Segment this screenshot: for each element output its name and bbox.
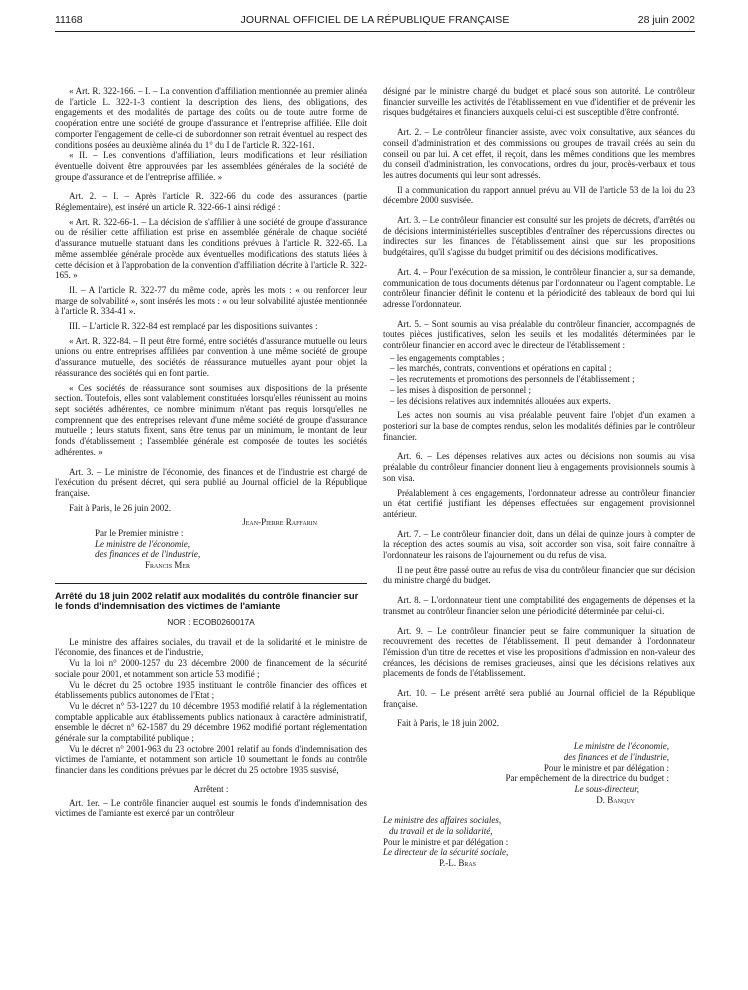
paragraph: Le ministre des affaires sociales, du travail et de la solidarité et le ministre de l'économie, des finances et de l'industrie, <box>55 636 367 658</box>
article-8: Art. 8. – L'ordonnateur tient une comptabilité des engagements de dépenses et la transmet au contrôleur financier selon une périodicité déterminée par celui-ci. <box>383 595 695 616</box>
list-item: – les marchés, contrats, conventions et opérations en capital ; <box>390 363 612 374</box>
paragraph: II. – A l'article R. 322-77 du même code, après les mots : « ou renforcer leur marge de solvabilité », sont insérés les mots : « ou leur solvabilité ajustée mentionnée à l'article R. 334-41 ». <box>55 284 367 317</box>
done-at: Fait à Paris, le 18 juin 2002. <box>397 718 500 729</box>
paragraph: Les actes non soumis au visa préalable peuvent faire l'objet d'un examen a posteriori sur la base de comptes rendus, selon les modalités définies par le contrôleur financier. <box>383 410 695 442</box>
signature-line: Pour le ministre et par délégation : <box>383 836 509 847</box>
signature-block-economy <box>383 741 695 805</box>
article-5: Art. 5. – Sont soumis au visa préalable du contrôleur financier, accompagnés de toutes pièces justificatives, selon les seuils et les modalités déterminées par le contrôleur financier en accord avec le directeur de l'établissement : <box>383 318 695 351</box>
paragraph: Il ne peut être passé outre au refus de visa du contrôleur financier que sur décision du ministre chargé du budget. <box>383 564 695 586</box>
arrete-title: Arrêté du 18 juin 2002 relatif aux modalités du contrôle financier sur le fonds d'indemnisation des victimes de l'amiante <box>55 583 367 612</box>
paragraph: « Art. R. 322-66-1. – La décision de s'affilier à une société de groupe d'assurance ou de résilier cette affiliation est prise en assemblée générale de chaque société d'assurance mutuelle statuant dans les conditions prévues à l'article R. 322-65. La même assemblée générale procède aux éventuelles modifications des statuts liées à cette décision et à l'approbation de la convention d'affiliation décrite à l'article R. 322-165. » <box>55 216 367 281</box>
page-number: 11168 <box>55 14 83 26</box>
page-header <box>55 12 695 30</box>
paragraph: « Art. R. 322-166. – I. – La convention d'affiliation mentionnée au premier alinéa de l'article L. 322-1-3 contient la description des liens, des obligations, des engagements et des modalités de partage des coûts ou de toute autre forme de coopération entre une société de groupe d'assurance et l'entreprise affiliée. Elle doit comporter l'engagement de celle-ci de subordonner son retrait éventuel au respect des conditions posées au deuxième alinéa du 1° du I de l'article R. 322-161. <box>55 86 367 150</box>
article-4: Art. 4. – Pour l'exécution de sa mission, le contrôleur financier a, sur sa demande, communication de tous documents détenus par l'ordonnateur ou l'agent comptable. Le contrôleur financier définit le contenu et la périodicité des tableaux de bord qui lui adresse l'ordonnateur. <box>383 266 695 309</box>
signature-line: Le ministre des affaires sociales, <box>383 815 502 826</box>
signature-pm: Jean-Pierre Raffarin <box>242 517 317 528</box>
list-item: – les recrutements et promotions des personnels de l'établissement ; <box>390 374 635 385</box>
right-column <box>383 86 695 869</box>
signature-line: Par empêchement de la directrice du budget : <box>505 773 669 784</box>
article-6: Art. 6. – Les dépenses relatives aux actes ou décisions non soumis au visa préalable du contrôleur financier donnent lieu à engagements provisionnels soumis à son visa. <box>383 451 695 483</box>
signature-name: P.-L. Bras <box>439 858 477 869</box>
list-item: – les engagements comptables ; <box>390 352 505 363</box>
list-item: – les décisions relatives aux indemnités allouées aux experts. <box>390 395 611 406</box>
paragraph: désigné par le ministre chargé du budget et placé sous son autorité. Le contrôleur financier surveille les activités de l'établissement en vue d'identifier et de prévenir les risques budgétaires et financiers auxquels celui-ci est susceptible d'être confronté. <box>383 86 695 118</box>
paragraph: Vu la loi n° 2000-1257 du 23 décembre 2000 de financement de la sécurité sociale pour 2001, et notamment son article 53 modifié ; <box>55 658 367 679</box>
signature-line: Le ministre de l'économie, <box>573 741 669 752</box>
signature-line: Pour le ministre et par délégation : <box>543 762 669 773</box>
article-3: Art. 3. – Le ministre de l'économie, des finances et de l'industrie est chargé de l'exécution du présent décret, qui sera publié au Journal officiel de la République française. <box>55 466 367 498</box>
header-rule <box>55 31 695 32</box>
issue-date: 28 juin 2002 <box>637 14 695 26</box>
paragraph: Vu le décret n° 2001-963 du 23 octobre 2001 relatif au fonds d'indemnisation des victimes de l'amiante, et notamment son article 10 soumettant le fonds au contrôle financier dans les conditions prévues par le décret du 25 octobre 1935 susvisé, <box>55 743 367 776</box>
done-at: Fait à Paris, le 26 juin 2002. <box>69 502 172 513</box>
list-item: – les mises à disposition de personnel ; <box>390 384 531 395</box>
signature-line: des finances et de l'industrie, <box>563 751 669 762</box>
signature-line: du travail et de la solidarité, <box>389 826 493 837</box>
paragraph: Il a communication du rapport annuel prévu au VII de l'article 53 de la loi du 23 décembre 2000 susvisée. <box>383 184 695 206</box>
paragraph: « Ces sociétés de réassurance sont soumises aux dispositions de la présente section. Toutefois, elles sont valablement constituées lorsqu'elles réunissent au moins sept sociétés adhérentes, ce nombre minimum n'étant pas requis lorsqu'elles ne comprennent que des entreprises relevant d'une même société de groupe d'assurance mutuelle ; leurs statuts fixent, sans être tenus par un minimum, le montant de leur fonds d'établissement ; l'assemblée générale est composée de toutes les sociétés adhérentes. » <box>55 382 367 457</box>
signature-name: D. Banquy <box>596 794 635 805</box>
article-10: Art. 10. – Le présent arrêté sera publié au Journal officiel de la République française. <box>383 688 695 709</box>
signature-minister: Francis Mer <box>145 560 191 571</box>
signature-line: Par le Premier ministre : <box>95 528 184 539</box>
article-2: Art. 2. – Le contrôleur financier assiste, avec voix consultative, aux séances du conseil d'administration et des commissions ou groupes de travail créés au sein du conseil ou par lui. A cet effet, il reçoit, dans les mêmes conditions que les membres du conseil d'administration, les convocations, ordres du jour, procès-verbaux et tous les autres documents qui leur sont adressés. <box>383 127 695 180</box>
article-7: Art. 7. – Le contrôleur financier doit, dans un délai de quinze jours à compter de la réception des actes soumis au visa, soit accorder son visa, soit faire connaître à l'ordonnateur les raisons de l'ajournement ou du refus de visa. <box>383 528 695 561</box>
paragraph: « Art. R. 322-84. – Il peut être formé, entre sociétés d'assurance mutuelle ou leurs unions ou entre entreprises affiliées par convention à une même société de groupe d'assurance mutuelle, des sociétés de réassurance mutuelles ayant pour objet la réassurance des sociétés qui en font partie. <box>55 335 367 378</box>
paragraph: Vu le décret du 25 octobre 1935 instituant le contrôle financier des offices et établissements publics autonomes de l'Etat ; <box>55 679 367 701</box>
article-3: Art. 3. – Le contrôleur financier est consulté sur les projets de décrets, d'arrêtés ou de décisions interministérielles susceptibles d'entraîner des répercussions directes ou indirectes sur les finances de l'établissement ainsi que sur les propositions budgétaires, qu'il s'agisse du budget primitif ou des décisions modificatives. <box>383 215 695 258</box>
signature-block-social <box>383 815 695 869</box>
nor-reference: NOR : ECOB0260017A <box>167 617 255 628</box>
signature-line: Le ministre de l'économie, <box>95 538 191 549</box>
signature-line: Le sous-directeur, <box>574 783 639 794</box>
paragraph: III. – L'article R. 322-84 est remplacé par les dispositions suivantes : <box>69 321 318 332</box>
article-1: Art. 1er. – Le contrôle financier auquel est soumis le fonds d'indemnisation des victimes de l'amiante est exercé par un contrôleur <box>55 797 367 819</box>
arretent: Arrêtent : <box>193 783 229 794</box>
article-2: Art. 2. – I. – Après l'article R. 322-66 du code des assurances (partie Réglementaire), est inséré un article R. 322-66-1 ainsi rédigé : <box>55 191 367 213</box>
visa-list <box>383 353 695 407</box>
article-9: Art. 9. – Le contrôleur financier peut se faire communiquer la situation de recouvrement des recettes de l'établissement. Il peut demander à l'ordonnateur l'émission d'un titre de recettes et vise les propositions d'admission en non-valeur des créances, les décisions de remises gracieuses, ainsi que les décisions relatives aux placements de fonds de l'établissement. <box>383 625 695 679</box>
journal-title: JOURNAL OFFICIEL DE LA RÉPUBLIQUE FRANÇAISE <box>240 14 510 26</box>
signature-line: Le directeur de la sécurité sociale, <box>383 847 509 858</box>
signature-line: des finances et de l'industrie, <box>95 549 201 560</box>
paragraph: Préalablement à ces engagements, l'ordonnateur adresse au contrôleur financier un état certifié justifiant les dépenses effectuées sur engagement provisionnel antérieur. <box>383 487 695 519</box>
left-column <box>55 86 367 819</box>
paragraph: « II. – Les conventions d'affiliation, leurs modifications et leur résiliation éventuelle doivent être approuvées par les assemblées générales de la société de groupe d'assurance et de l'entreprise affiliée. » <box>55 150 367 182</box>
paragraph: Vu le décret n° 53-1227 du 10 décembre 1953 modifié relatif à la réglementation comptable applicable aux établissements publics nationaux à caractère administratif, ensemble le décret n° 62-1587 du 29 décembre 1962 modifié portant réglementation générale sur la comptabilité publique ; <box>55 700 367 744</box>
